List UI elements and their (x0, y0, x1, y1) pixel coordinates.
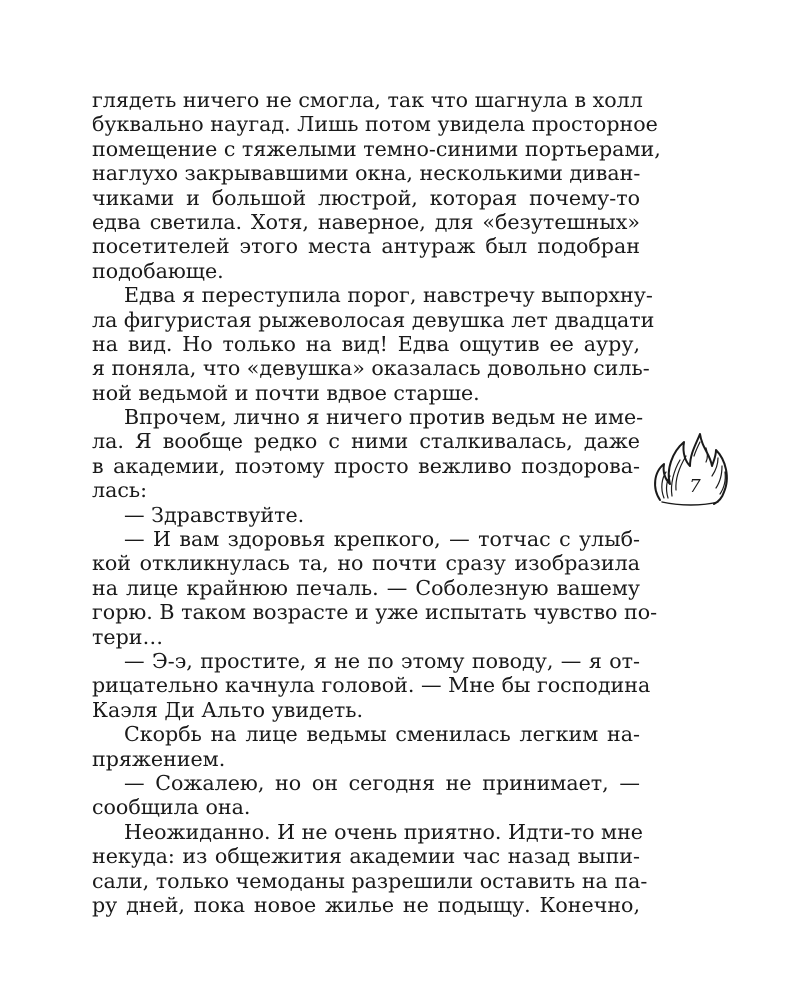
text-line: сообщила она. (92, 795, 251, 820)
text-line: — Сожалею, но он сегодня не принимает, — (124, 770, 640, 795)
text-line: рицательно качнула головой. — Мне бы господина (92, 673, 651, 698)
text-line: тери… (92, 624, 164, 649)
text-line: Впрочем, лично я ничего против ведьм не име- (124, 405, 644, 430)
text-line: лась: (92, 478, 148, 503)
page-text (92, 88, 661, 917)
text-line: кой откликнулась та, но почти сразу изобразила (92, 551, 640, 576)
text-line: в академии, поэтому просто вежливо поздорова- (92, 453, 640, 478)
page-number: 7 (689, 476, 701, 497)
text-line: Неожиданно. И не очень приятно. Идти-то мне (124, 819, 643, 844)
text-line: глядеть ничего не смогла, так что шагнула в холл (92, 88, 643, 112)
text-line: ру дней, пока новое жилье не подыщу. Конечно, (92, 892, 640, 917)
text-line: ной ведьмой и почти вдвое старше. (92, 380, 480, 405)
text-line: наглухо закрывавшими окна, несколькими диван- (92, 161, 641, 186)
text-line: на вид. Но только на вид! Едва ощутив ее ауру, (92, 331, 640, 356)
text-line: едва светила. Хотя, наверное, для «безутешных» (92, 209, 640, 234)
text-line: Скорбь на лице ведьмы сменилась легким на- (124, 722, 640, 747)
text-line: я поняла, что «девушка» оказалась довольно силь- (92, 356, 650, 381)
text-line: буквально наугад. Лишь потом увидела просторное (92, 112, 658, 137)
text-line: подобающе. (92, 258, 224, 283)
text-line: ла фигуристая рыжеволосая девушка лет двадцати (92, 307, 655, 332)
text-line: помещение с тяжелыми темно-синими портьерами, (92, 136, 661, 161)
text-line: — И вам здоровья крепкого, — тотчас с улыб- (124, 527, 640, 552)
text-line: Каэля Ди Альто увидеть. (92, 697, 364, 722)
text-line: на лице крайнюю печаль. — Соболезную вашему (92, 575, 640, 600)
text-line: — Э-э, простите, я не по этому поводу, — я от- (124, 648, 640, 673)
text-line: посетителей этого места антураж был подобран (92, 234, 640, 259)
text-line: горю. В таком возрасте и уже испытать чувство по- (92, 600, 658, 625)
text-line: пряжением. (92, 746, 226, 771)
text-line: — Здравствуйте. (124, 502, 305, 527)
text-line: Едва я переступила порог, навстречу выпорхну- (124, 283, 653, 308)
text-line: ла. Я вообще редко с ними сталкивалась, даже (92, 429, 640, 454)
text-line: чиками и большой люстрой, которая почему-то (92, 185, 640, 210)
text-line: сали, только чемоданы разрешили оставить на па- (92, 868, 648, 893)
text-line: некуда: из общежития академии час назад выпи- (92, 844, 640, 869)
